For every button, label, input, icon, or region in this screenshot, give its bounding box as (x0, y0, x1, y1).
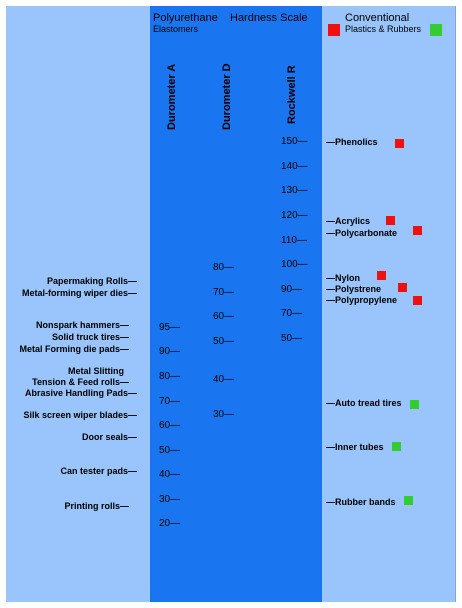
application-label: Solid truck tires— (51, 332, 129, 342)
tick-durometer-a: 95— (159, 322, 181, 333)
tick-durometer-d: 60— (213, 311, 235, 322)
tick-rockwell-r: 110— (281, 235, 307, 246)
tick-durometer-a: 40— (159, 469, 181, 480)
red-square-icon (413, 296, 422, 305)
tick-rockwell-r: 50— (281, 333, 303, 344)
red-square-icon (386, 216, 395, 225)
application-label: Metal Slitting (68, 366, 124, 376)
material-label: —Auto tread tires (326, 398, 402, 408)
green-square-icon (430, 24, 442, 36)
tick-durometer-a: 60— (159, 420, 181, 431)
material-label: —Acrylics (326, 216, 371, 226)
header-center-title: Hardness Scale (230, 12, 308, 24)
tick-durometer-d: 50— (213, 336, 235, 347)
left-panel (6, 6, 150, 602)
application-label: Can tester pads— (60, 466, 137, 476)
tick-rockwell-r: 70— (281, 308, 303, 319)
application-label: Printing rolls— (64, 501, 129, 511)
tick-durometer-a: 90— (159, 346, 181, 357)
header-left-title: Polyurethane (153, 12, 218, 24)
right-border (455, 6, 456, 602)
material-label: —Polypropylene (326, 295, 398, 305)
material-label: —Polystrene (326, 284, 382, 294)
material-label: —Polycarbonate (326, 228, 398, 238)
material-label: —Phenolics (326, 137, 378, 147)
scale-heading-durometer-d: Durometer D (221, 63, 233, 130)
header-right-title: Conventional (345, 12, 410, 24)
tick-rockwell-r: 150— (281, 136, 308, 147)
header-right-subtitle: Plastics & Rubbers (345, 24, 422, 34)
red-square-icon (328, 24, 340, 36)
tick-durometer-a: 80— (159, 371, 181, 382)
application-label: Silk screen wiper blades— (23, 410, 137, 420)
tick-durometer-d: 80— (213, 262, 235, 273)
scale-heading-durometer-a: Durometer A (166, 63, 178, 130)
material-label: —Rubber bands (326, 497, 396, 507)
scale-heading-rockwell-r: Rockwell R (286, 65, 298, 124)
red-square-icon (413, 226, 422, 235)
application-label: Papermaking Rolls— (46, 276, 137, 286)
red-square-icon (395, 139, 404, 148)
tick-durometer-a: 50— (159, 445, 181, 456)
tick-rockwell-r: 120— (281, 210, 308, 221)
tick-durometer-a: 30— (159, 494, 181, 505)
tick-rockwell-r: 130— (281, 185, 308, 196)
tick-durometer-a: 20— (159, 518, 181, 529)
material-label: —Nylon (326, 273, 361, 283)
tick-durometer-d: 30— (213, 409, 235, 420)
green-square-icon (410, 400, 419, 409)
application-label: Door seals— (81, 432, 137, 442)
header-left-subtitle: Elastomers (153, 24, 199, 34)
green-square-icon (404, 496, 413, 505)
green-square-icon (392, 442, 401, 451)
tick-durometer-d: 70— (213, 287, 235, 298)
application-label: Tension & Feed rolls— (32, 377, 129, 387)
application-label: Metal Forming die pads— (19, 344, 129, 354)
tick-durometer-a: 70— (159, 396, 181, 407)
tick-rockwell-r: 100— (281, 259, 308, 270)
red-square-icon (377, 271, 386, 280)
tick-rockwell-r: 140— (281, 161, 308, 172)
application-label: Nonspark hammers— (35, 320, 129, 330)
application-label: Metal-forming wiper dies— (21, 288, 137, 298)
red-square-icon (398, 283, 407, 292)
material-label: —Inner tubes (326, 442, 384, 452)
tick-rockwell-r: 90— (281, 284, 303, 295)
tick-durometer-d: 40— (213, 374, 235, 385)
application-label: Abrasive Handling Pads— (24, 388, 137, 398)
